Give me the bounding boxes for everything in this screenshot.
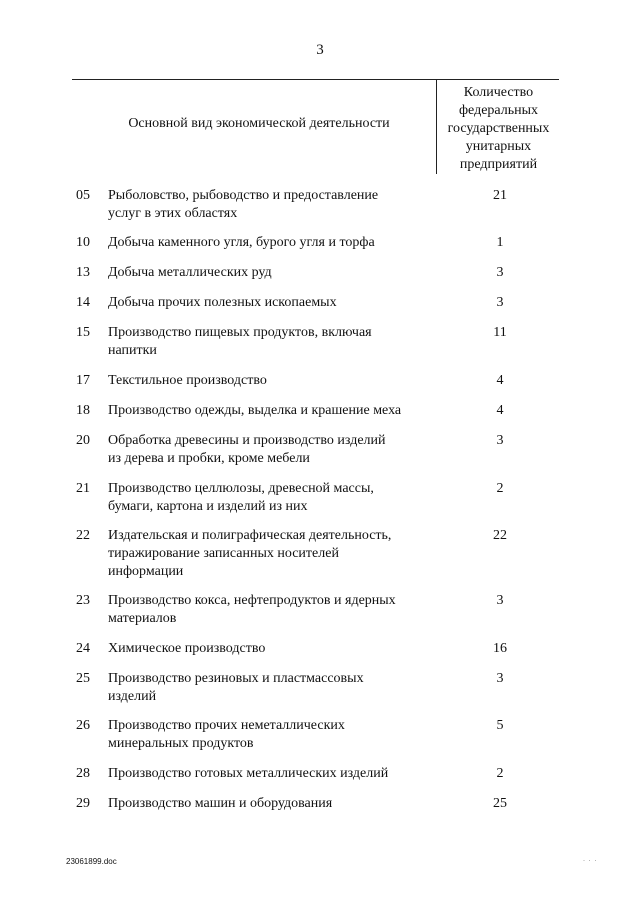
row-activity-name	[108, 592, 428, 628]
row-activity-name-line: тиражирование записанных носителей	[108, 546, 339, 561]
column-header-count-line: государственных	[447, 121, 550, 136]
row-activity-name-line: Производство кокса, нефтепродуктов и ядерных	[108, 593, 396, 608]
row-activity-name-line: Издательская и полиграфическая деятельность,	[108, 528, 392, 543]
row-activity-name	[108, 717, 428, 753]
row-enterprise-count: 22	[493, 528, 507, 543]
row-activity-name-line: бумаги, картона и изделий из них	[108, 499, 308, 514]
row-activity-name-line: Добыча прочих полезных ископаемых	[108, 295, 337, 310]
row-enterprise-count: 5	[496, 718, 504, 733]
row-activity-name-line: Производство прочих неметаллических	[108, 718, 345, 733]
row-code: 20	[76, 433, 90, 448]
row-activity-name-line: Производство машин и оборудования	[108, 796, 333, 811]
row-activity-name	[108, 640, 428, 658]
row-activity-name	[108, 795, 428, 813]
row-activity-name-line: изделий	[108, 689, 157, 704]
row-enterprise-count: 16	[493, 641, 507, 656]
row-activity-name	[108, 187, 428, 223]
row-code: 14	[76, 295, 90, 310]
row-code: 28	[76, 766, 90, 781]
row-enterprise-count: 2	[496, 766, 504, 781]
row-code: 26	[76, 718, 90, 733]
column-header-count-line: Количество	[463, 85, 534, 100]
column-header-count-line: унитарных	[465, 139, 532, 154]
row-activity-name-line: из дерева и пробки, кроме мебели	[108, 451, 310, 466]
row-activity-name-line: Производство резиновых и пластмассовых	[108, 671, 364, 686]
row-activity-name-line: Обработка древесины и производство изделий	[108, 433, 386, 448]
row-enterprise-count: 3	[496, 433, 504, 448]
row-activity-name-line: Текстильное производство	[108, 373, 267, 388]
row-activity-name-line: Производство одежды, выделка и крашение меха	[108, 403, 402, 418]
page-number: 3	[316, 42, 324, 58]
row-code: 25	[76, 671, 90, 686]
row-enterprise-count: 4	[496, 373, 504, 388]
row-activity-name	[108, 372, 428, 390]
row-enterprise-count: 3	[496, 671, 504, 686]
row-code: 21	[76, 481, 90, 496]
row-enterprise-count: 3	[496, 265, 504, 280]
row-activity-name	[108, 234, 428, 252]
row-code: 22	[76, 528, 90, 543]
column-header-activity: Основной вид экономической деятельности	[128, 116, 390, 131]
row-code: 24	[76, 641, 90, 656]
row-enterprise-count: 4	[496, 403, 504, 418]
row-activity-name-line: Производство пищевых продуктов, включая	[108, 325, 372, 340]
column-header-count-line: федеральных	[458, 103, 539, 118]
row-activity-name	[108, 480, 428, 516]
row-activity-name-line: Добыча металлических руд	[108, 265, 272, 280]
row-code: 05	[76, 188, 90, 203]
row-enterprise-count: 3	[496, 295, 504, 310]
row-enterprise-count: 3	[496, 593, 504, 608]
row-enterprise-count: 2	[496, 481, 504, 496]
row-activity-name-line: информации	[108, 564, 184, 579]
row-activity-name	[108, 402, 428, 420]
row-activity-name-line: Химическое производство	[108, 641, 266, 656]
row-code: 13	[76, 265, 90, 280]
row-activity-name	[108, 324, 428, 360]
row-activity-name	[108, 294, 428, 312]
row-code: 17	[76, 373, 90, 388]
row-enterprise-count: 21	[493, 188, 507, 203]
margin-note: · · ·	[583, 858, 598, 864]
row-code: 29	[76, 796, 90, 811]
row-enterprise-count: 11	[493, 325, 507, 340]
column-header-count-line: предприятий	[459, 157, 538, 172]
row-activity-name-line: Производство готовых металлических изделий	[108, 766, 389, 781]
row-activity-name-line: Производство целлюлозы, древесной массы,	[108, 481, 374, 496]
row-code: 23	[76, 593, 90, 608]
row-activity-name	[108, 527, 428, 581]
row-activity-name	[108, 264, 428, 282]
row-code: 15	[76, 325, 90, 340]
row-activity-name-line: материалов	[108, 611, 177, 626]
row-enterprise-count: 1	[496, 235, 504, 250]
row-activity-name	[108, 432, 428, 468]
row-activity-name-line: напитки	[108, 343, 157, 358]
row-code: 18	[76, 403, 90, 418]
row-activity-name-line: Рыболовство, рыбоводство и предоставление	[108, 188, 379, 203]
document-file-code: 23061899.doc	[66, 857, 117, 866]
row-activity-name-line: минеральных продуктов	[108, 736, 254, 751]
row-activity-name-line: услуг в этих областях	[108, 206, 238, 221]
row-enterprise-count: 25	[493, 796, 507, 811]
row-activity-name	[108, 670, 428, 706]
row-code: 10	[76, 235, 90, 250]
row-activity-name	[108, 765, 428, 783]
row-activity-name-line: Добыча каменного угля, бурого угля и торфа	[108, 235, 375, 250]
